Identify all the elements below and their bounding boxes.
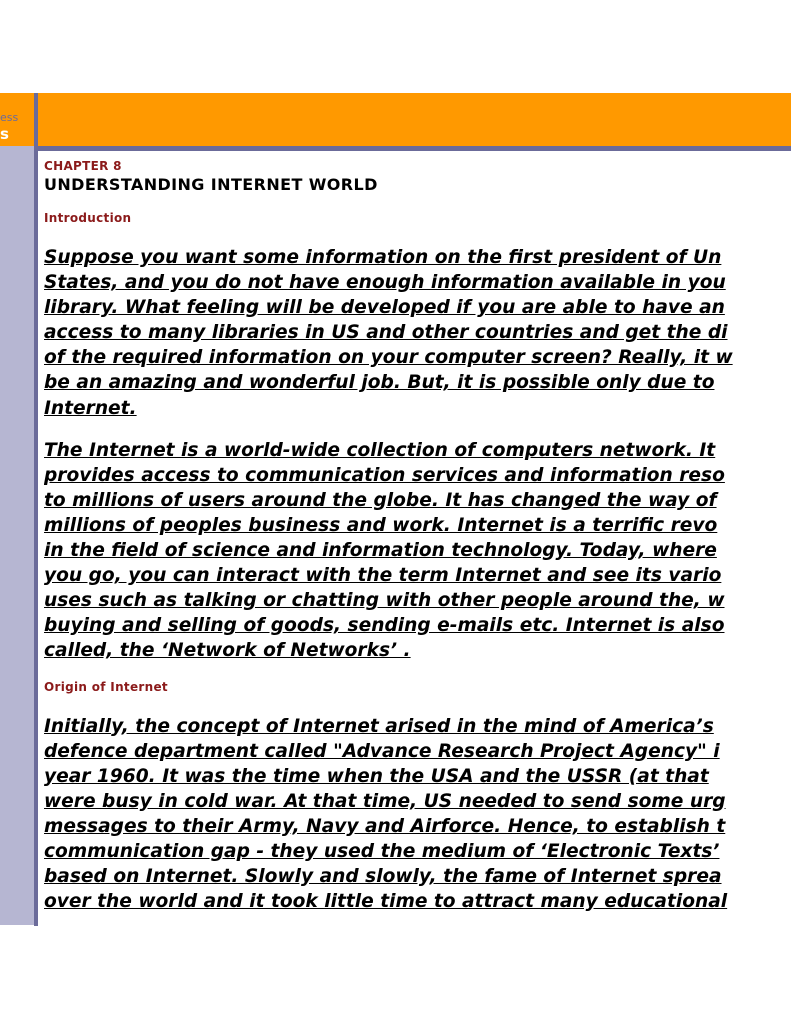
- text-line: Suppose you want some information on the first president of Un: [44, 247, 722, 268]
- text-line: States, and you do not have enough information available in you: [44, 272, 726, 294]
- header-banner: [0, 93, 791, 146]
- text-line: access to many libraries in US and other countries and get the di: [44, 322, 728, 344]
- text-line: uses such as talking or chatting with other people around the, w: [44, 590, 725, 612]
- section-heading-origin: Origin of Internet: [44, 679, 168, 694]
- text-line: provides access to communication services and information reso: [44, 464, 725, 486]
- text-line: millions of peoples business and work. Internet is a terrific revo: [44, 514, 718, 536]
- paragraph-intro-2[interactable]: [44, 438, 791, 664]
- paragraph-origin-1[interactable]: [44, 714, 791, 915]
- text-line: over the world and it took little time to attract many educational: [44, 891, 728, 913]
- text-line: you go, you can interact with the term Internet and see its vario: [44, 565, 722, 587]
- text-line: buying and selling of goods, sending e-mails etc. Internet is also: [44, 615, 725, 637]
- text-line: defence department called "Advance Research Project Agency" i: [44, 740, 720, 762]
- text-line: Initially, the concept of Internet arised in the mind of America’s: [44, 715, 714, 737]
- text-line: messages to their Army, Navy and Airforce. Hence, to establish t: [44, 815, 726, 837]
- header-logo-subtext: ess: [0, 111, 19, 124]
- text-line: in the field of science and information technology. Today, where: [44, 540, 717, 562]
- text-line: based on Internet. Slowly and slowly, the fame of Internet sprea: [44, 866, 722, 888]
- header-logo-area: [0, 93, 34, 146]
- section-heading-introduction: Introduction: [44, 211, 132, 225]
- text-line: were busy in cold war. At that time, US needed to send some urg: [44, 790, 726, 812]
- header-divider: [34, 146, 791, 151]
- text-line: called, the ‘Network of Networks’ .: [44, 640, 411, 662]
- text-line: Internet.: [44, 397, 137, 419]
- chapter-content: [44, 156, 791, 926]
- chapter-title: UNDERSTANDING INTERNET WORLD: [44, 175, 378, 194]
- chapter-number: CHAPTER 8: [44, 159, 122, 173]
- text-line: to millions of users around the globe. It has changed the way of: [44, 489, 717, 511]
- text-line: library. What feeling will be developed if you are able to have an: [44, 297, 725, 319]
- paragraph-intro-1[interactable]: [44, 245, 791, 421]
- text-line: year 1960. It was the time when the USA and the USSR (at that: [44, 765, 709, 787]
- text-line: communication gap - they used the medium of ‘Electronic Texts’: [44, 840, 720, 862]
- text-line: The Internet is a world-wide collection of computers network. It: [44, 439, 716, 461]
- text-line: be an amazing and wonderful job. But, it is possible only due to: [44, 372, 715, 394]
- header-logo-text: s: [0, 125, 9, 143]
- text-line: of the required information on your computer screen? Really, it w: [44, 347, 733, 369]
- sidebar-divider: [34, 93, 38, 926]
- left-sidebar: [0, 146, 34, 925]
